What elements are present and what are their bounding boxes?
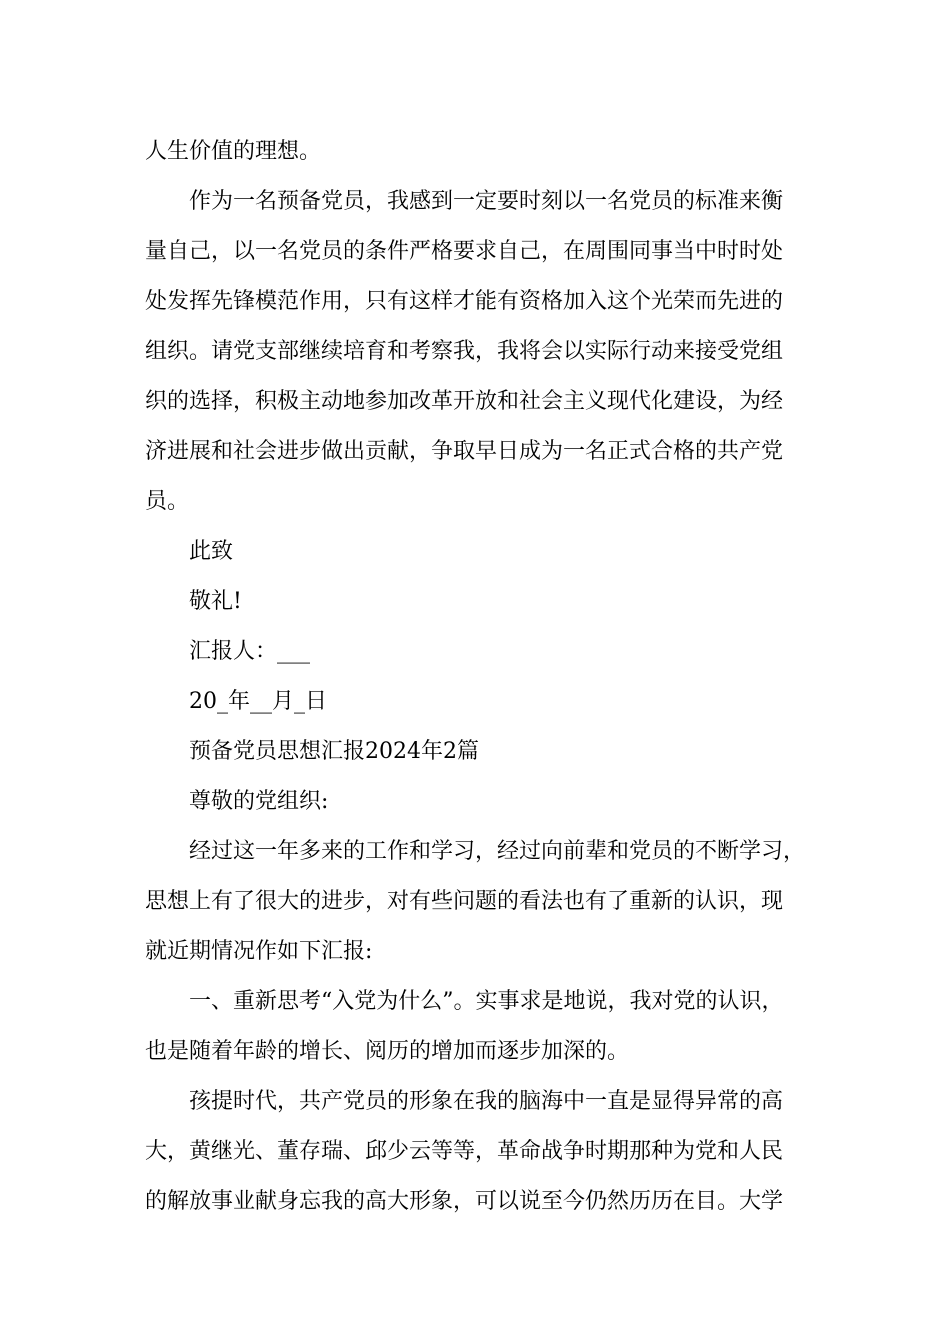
greeting: 尊敬的党组织: (189, 789, 329, 814)
section-title: 预备党员思想汇报2024年2篇 (189, 739, 479, 764)
text-line: 济进展和社会进步做出贡献，争取早日成为一名正式合格的共产党 (145, 439, 784, 464)
text-line: 作为一名预备党员，我感到一定要时刻以一名党员的标准来衡 (189, 189, 784, 214)
text-line: 人生价值的理想。 (145, 139, 322, 164)
text-line: 思想上有了很大的进步，对有些问题的看法也有了重新的认识，现 (145, 889, 784, 914)
text-line: 织的选择，积极主动地参加改革开放和社会主义现代化建设，为经 (145, 389, 784, 414)
reporter-line: 汇报人：___ (189, 639, 311, 664)
text-line: 员。 (145, 489, 190, 514)
date-line: 20_年__月_日 (189, 689, 327, 714)
text-line: 处发挥先锋模范作用，只有这样才能有资格加入这个光荣而先进的 (145, 289, 784, 314)
closing-salutation: 此致 (189, 539, 234, 564)
text-line: 组织。请党支部继续培育和考察我，我将会以实际行动来接受党组 (145, 339, 784, 364)
text-line: 就近期情况作如下汇报: (145, 939, 373, 964)
text-line: 一、重新思考“入党为什么”。实事求是地说，我对党的认识， (189, 989, 784, 1014)
text-line: 量自己，以一名党员的条件严格要求自己，在周围同事当中时时处 (145, 239, 784, 264)
closing-respect: 敬礼! (189, 589, 242, 614)
text-line: 孩提时代，共产党员的形象在我的脑海中一直是显得异常的高 (189, 1089, 784, 1114)
text-line: 经过这一年多来的工作和学习，经过向前辈和党员的不断学习， (189, 839, 806, 864)
text-line: 也是随着年龄的增长、阅历的增加而逐步加深的。 (145, 1039, 630, 1064)
document-body (145, 127, 825, 1227)
text-line: 的解放事业献身忘我的高大形象，可以说至今仍然历历在目。大学 (145, 1189, 784, 1214)
text-line: 大，黄继光、董存瑞、邱少云等等，革命战争时期那种为党和人民 (145, 1139, 784, 1164)
